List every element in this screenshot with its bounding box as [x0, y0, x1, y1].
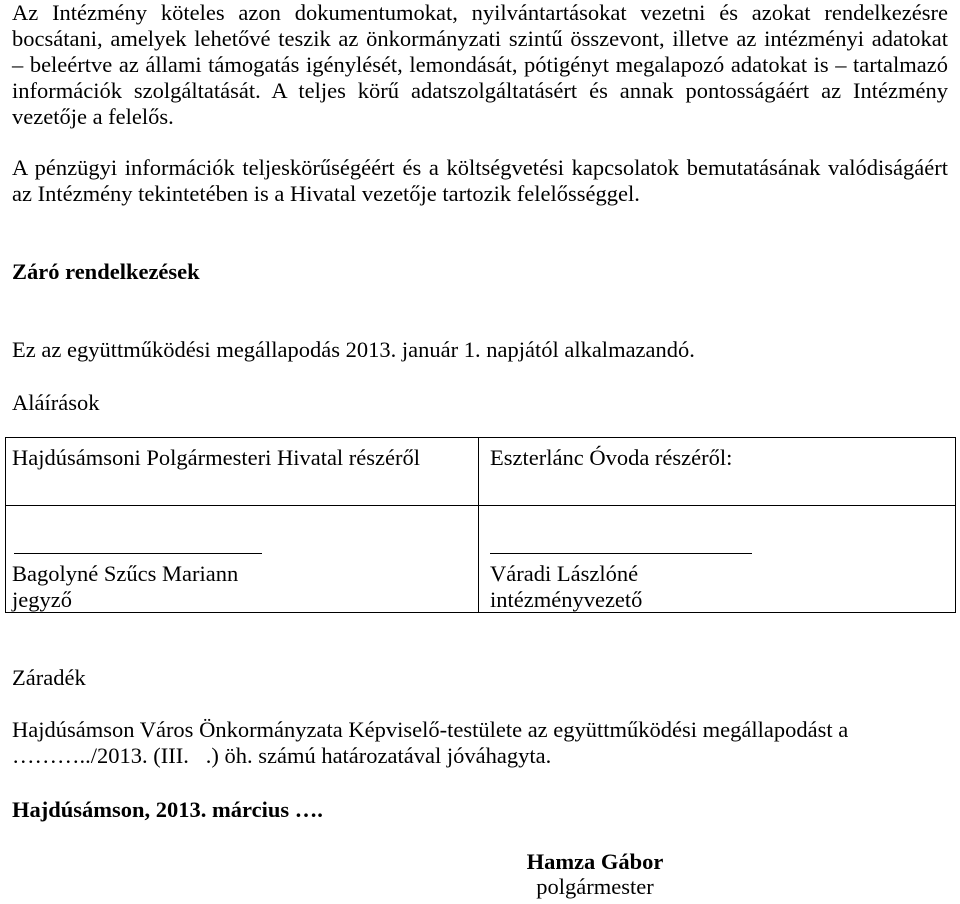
place-and-date: Hajdúsámson, 2013. március …. [12, 797, 323, 822]
signature-line [490, 553, 752, 554]
paragraph-data-reporting [12, 0, 948, 130]
paragraph-line: információk szolgáltatását. A teljes körű adatszolgáltatásért és annak pontosságáért az Intézmény [12, 78, 948, 103]
mayor-name: Hamza Gábor [526, 849, 664, 874]
kindergarten-signer-title: intézményvezető [490, 587, 643, 612]
endorsement-line: Hajdúsámson Város Önkormányzata Képviselő-testülete az együttműködési megállapodást a [12, 717, 849, 742]
section-heading-closing-provisions: Záró rendelkezések [12, 259, 200, 284]
signature-cell-office-signer [6, 506, 478, 612]
signatures-heading: Aláírások [12, 390, 100, 415]
kindergarten-party-label: Eszterlánc Óvoda részéről: [490, 445, 733, 470]
office-party-label: Hajdúsámsoni Polgármesteri Hivatal részéről [12, 445, 421, 470]
paragraph-line: Az Intézmény köteles azon dokumentumokat, nyilvántartásokat vezetni és azokat rendelkezésre [12, 0, 948, 25]
mayor-title: polgármester [536, 874, 654, 899]
signature-cell-kindergarten-signer [479, 506, 955, 612]
endorsement-text [12, 717, 848, 769]
signature-line [14, 553, 262, 554]
signature-cell-office-party [6, 438, 478, 505]
paragraph-line: A pénzügyi információk teljeskörűségéért és a költségvetési kapcsolatok bemutatásának valódiságáért [12, 155, 948, 180]
paragraph-line: – beleértve az állami támogatás igénylését, lemondását, pótigényt megalapozó adatokat is – tartalmazó [12, 52, 948, 77]
paragraph-line: vezetője a felelős. [12, 104, 174, 129]
office-signer-name: Bagolyné Szűcs Mariann [12, 561, 239, 586]
paragraph-line: az Intézmény tekintetében is a Hivatal vezetője tartozik felelősséggel. [12, 181, 640, 206]
paragraph-financial-responsibility [12, 155, 948, 207]
effective-date-clause: Ez az együttműködési megállapodás 2013. január 1. napjától alkalmazandó. [12, 337, 695, 362]
endorsement-line: ………../2013. (III. .) öh. számú határozatával jóváhagyta. [12, 743, 552, 768]
kindergarten-signer-name: Váradi Lászlóné [490, 561, 639, 586]
paragraph-line: bocsátani, amelyek lehetővé teszik az önkormányzati szintű összevont, illetve az intézményi adatokat [12, 26, 948, 51]
endorsement-heading: Záradék [12, 665, 86, 690]
signature-cell-kindergarten-party [479, 438, 955, 505]
office-signer-title: jegyző [12, 587, 72, 612]
signature-table [5, 437, 956, 613]
